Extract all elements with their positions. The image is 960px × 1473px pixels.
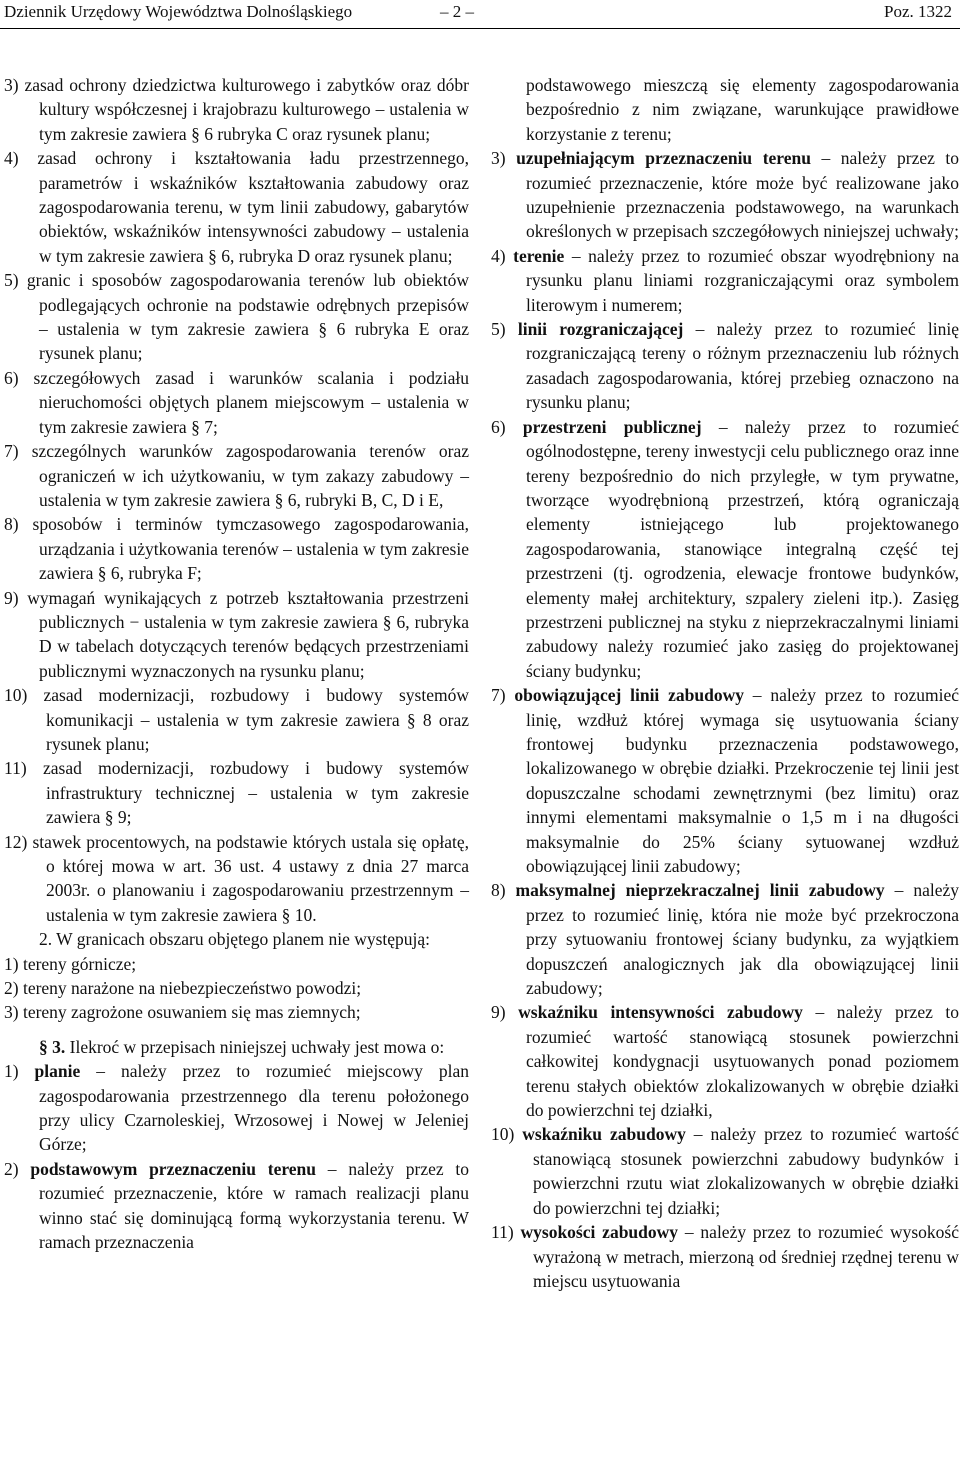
page-header (0, 0, 960, 36)
definition-number: 7) (491, 685, 515, 706)
definition-number: 9) (491, 1002, 519, 1023)
definition-number: 1) (4, 1061, 35, 1082)
definition-item (4, 1059, 469, 1157)
definition-text: – należy przez to rozumieć miejscowy plan zagospodarowania przestrzennego dla terenu położonego przy ulicy Czarnoleskiej, Wrzosowej i Nowej w Jeleniej Górze; (39, 1061, 469, 1155)
section-3-heading (4, 1035, 469, 1059)
left-column (4, 73, 469, 1255)
list-item: 4) zasad ochrony i kształtowania ładu przestrzennego, parametrów i wskaźników kształtowania zabudowy oraz zagospodarowania terenu, w tym linii zabudowy, gabarytów obiektów, wskaźników intensywności zabudowy – ustalenia w tym zakresie zawiera § 6, rubryka D oraz rysunek planu; (4, 148, 469, 266)
definition-number: 6) (491, 416, 523, 437)
list-item: 11) zasad modernizacji, rozbudowy i budowy systemów infrastruktury technicznej – ustalenia w tym zakresie zawiera § 9; (4, 758, 469, 828)
continuation-text: podstawowego mieszczą się elementy zagospodarowania bezpośrednio z nim związane, warunkujące prawidłowe korzystanie z terenu; (526, 75, 959, 144)
list-item: 5) granic i sposobów zagospodarowania terenów lub obiektów podlegających ochronie na podstawie odrębnych przepisów – ustalenia w tym zakresie zawiera § 6 rubryka E oraz rysunek planu; (4, 270, 469, 364)
list-item: 12) stawek procentowych, na podstawie których ustala się opłatę, o której mowa w art. 36 ust. 4 ustawy z dnia 27 marca 2003r. o planowaniu i zagospodarowaniu przestrzennym – ustalenia w tym zakresie zawiera § 10. (4, 831, 469, 925)
definition-text: – należy przez to rozumieć wartość stanowiącą stosunek powierzchni całkowitej kondygnacji usytuowanych ponad poziomem terenu stałych obiektów zlokalizowanych w obrębie działki do powierzchni tej działki, (526, 1002, 960, 1121)
definition-number: 4) (491, 245, 514, 266)
list-item: 3) zasad ochrony dziedzictwa kulturowego i zabytków oraz dóbr kultury współczesnej i krajobrazu kulturowego – ustalenia w tym zakresie zawiera § 6 rubryka C oraz rysunek planu; (4, 75, 469, 144)
definition-term: podstawowym przeznaczeniu terenu (30, 1158, 317, 1179)
definitions-list (491, 146, 959, 1293)
journal-title: Dziennik Urzędowy Województwa Dolnośląskiego (4, 2, 353, 21)
definition-term: wskaźniku intensywności zabudowy (518, 1002, 803, 1023)
definition-item (491, 878, 959, 1000)
definition-term: przestrzeni publicznej (522, 416, 702, 437)
section-intro: Ilekroć w przepisach niniejszej uchwały jest mowa o: (65, 1036, 445, 1057)
definition-term: obowiązującej linii zabudowy (514, 685, 744, 706)
definition-item (491, 1220, 959, 1293)
position-number: Poz. 1322 (884, 2, 952, 21)
list-item: 9) wymagań wynikających z potrzeb kształtowania przestrzeni publicznych − ustalenia w tym zakresie zawiera § 6, rubryka D w tabelach dotyczących terenów będących przestrzeniami publicznymi wyznaczonych na rysunku planu; (4, 587, 469, 681)
definition-text: – należy przez to rozumieć ogólnodostępne, tereny inwestycji celu publicznego oraz inne tereny bezpośrednio do nich przyległe, w tym prywatne, tworzące wyodrębnioną przestrzeń, którą ograniczają elementy istniejącego lub projektowanego zagospodarowania, stanowiące integralną część tej przestrzeni (tj. ogrodzenia, elewacje frontowe budynków, elementy małej architektury, szpalery zieleni itp.). Zasięg przestrzeni publicznej na styku z nieprzekraczalnymi liniami zabudowy należy rozumieć jako zasięg do projektowanej ściany budynku; (526, 416, 960, 681)
definition-number: 10) (491, 1124, 523, 1145)
definition-number: 3) (491, 148, 517, 169)
definition-text: – należy przez to rozumieć linię, wzdłuż której wymaga się usytuowania ściany frontowej budynku przeznaczenia podstawowego, lokalizowanego w obrębie działki. Przekroczenie tej linii jest dopuszczalne schodami zewnętrznymi (bez limitu) oraz innymi elementami maksymalnie o 1,5 m i na długości maksymalnie do 25% ściany sytuowanej wzdłuż obowiązującej linii zabudowy; (526, 685, 960, 876)
list-item: 1) tereny górnicze; (4, 953, 137, 974)
definition-term: wskaźniku zabudowy (522, 1124, 686, 1145)
definition-term: linii rozgraniczającej (517, 319, 684, 340)
section-number: § 3. (39, 1036, 66, 1057)
header-rule (0, 28, 960, 29)
paragraph-2: 2. W granicach obszaru objętego planem nie występują: (39, 929, 431, 950)
definition-item (491, 317, 959, 415)
definition-text: – należy przez to rozumieć przeznaczenie, które może być realizowane jako uzupełnienie przeznaczenia podstawowego, na warunkach określonych w przepisach szczegółowych niniejszej uchwały; (526, 148, 960, 242)
list-item: 6) szczegółowych zasad i warunków scalania i podziału nieruchomości objętych planem miejscowym – ustalenia w tym zakresie zawiera § 7; (4, 367, 469, 437)
list-item: 7) szczególnych warunków zagospodarowania terenów oraz ograniczeń w ich użytkowaniu, w tym zakazy zabudowy – ustalenia w tym zakresie zawiera § 6, rubryki B, C, D i E, (4, 441, 469, 510)
definition-item (491, 415, 959, 683)
definition-text: – należy przez to rozumieć wartość stanowiącą stosunek powierzchni zabudowy budynków i powierzchni rzutu wiat zlokalizowanych w obrębie działki do powierzchni tej działki; (533, 1124, 959, 1218)
list-item: 8) sposobów i terminów tymczasowego zagospodarowania, urządzania i użytkowania terenów – ustalenia w tym zakresie zawiera § 6, rubryka F; (4, 514, 469, 584)
definition-item (491, 1000, 959, 1122)
definition-item (491, 1122, 959, 1220)
page-number: – 2 – (440, 2, 474, 21)
definition-term: planie (34, 1061, 81, 1082)
definition-item (491, 683, 959, 878)
definition-term: uzupełniającym przeznaczeniu terenu (516, 148, 811, 169)
definition-text: – należy przez to rozumieć wysokość wyrażoną w metrach, mierzoną od średniej rzędnej terenu w miejscu usytuowania (533, 1222, 959, 1291)
list-item: 10) zasad modernizacji, rozbudowy i budowy systemów komunikacji – ustalenia w tym zakresie zawiera § 8 oraz rysunek planu; (4, 685, 469, 754)
definition-number: 11) (491, 1222, 521, 1243)
definition-item (491, 244, 959, 317)
definition-item (4, 1157, 469, 1255)
definition-number: 5) (491, 319, 518, 340)
definition-term: maksymalnej nieprzekraczalnej linii zabudowy (515, 880, 885, 901)
definition-number: 8) (491, 880, 516, 901)
right-column (491, 73, 959, 1293)
definition-number: 2) (4, 1158, 31, 1179)
definition-text: – należy przez to rozumieć obszar wyodrębniony na rysunku planu liniami rozgraniczającymi oraz symbolem literowym i numerem; (526, 245, 960, 315)
definition-term: terenie (513, 245, 565, 266)
definition-term: wysokości zabudowy (520, 1222, 679, 1243)
list-item: 2) tereny narażone na niebezpieczeństwo powodzi; (4, 978, 362, 999)
definition-text: – należy przez to rozumieć linię rozgraniczającą tereny o różnym przeznaczeniu lub różnych zasadach zagospodarowania, której przebieg oznaczono na rysunku planu; (526, 319, 959, 413)
list-item: 3) tereny zagrożone osuwaniem się mas ziemnych; (4, 1002, 361, 1023)
definition-item (491, 146, 959, 244)
definition-text: – należy przez to rozumieć linię, która nie może być przekroczona przy sytuowaniu frontowej ściany budynku, za wyjątkiem dopuszczeń analogicznych jak dla obowiązującej linii zabudowy; (526, 880, 960, 999)
definition-text: – należy przez to rozumieć przeznaczenie, które w ramach realizacji planu winno stać się dominującą formą wykorzystania terenu. W ramach przeznaczenia (39, 1158, 469, 1253)
